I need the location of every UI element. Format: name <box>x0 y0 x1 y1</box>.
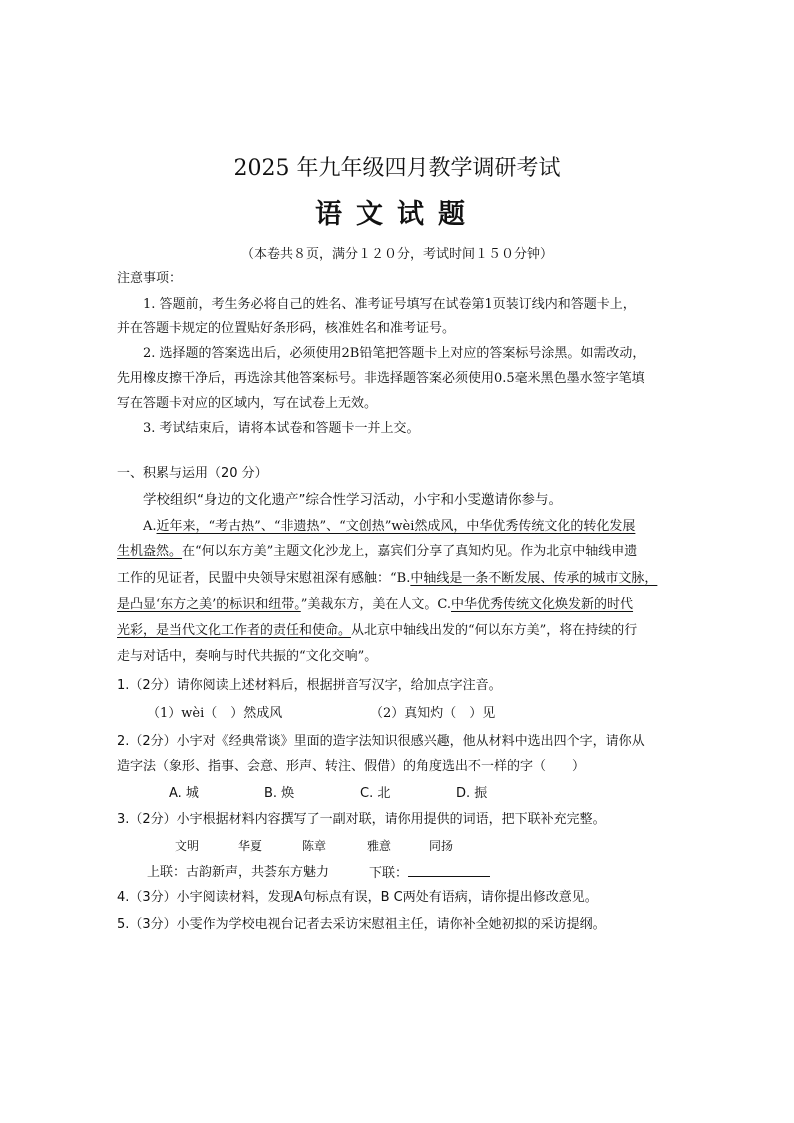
notice-line-4: 先用橡皮擦干净后，再选涂其他答案标号。非选择题答案必须使用0.5毫米黑色墨水签字笔填 <box>117 371 645 386</box>
q3-word-2: 华夏 <box>238 839 263 853</box>
q3-word-4: 雅意 <box>367 839 392 853</box>
couplet-upper: 上联：古韵新声，共荟东方魅力 <box>147 865 330 880</box>
notice-line-5: 写在答题卡对应的区域内，写在试卷上无效。 <box>117 396 378 411</box>
question-2-line-2: 造字法（象形、指事、会意、形声、转注、假借）的角度选出不一样的字（ ） <box>117 759 586 774</box>
passage-text-4: ”美裁东方，美在人文。C. <box>300 597 452 612</box>
q3-word-1: 文明 <box>175 839 200 853</box>
option-c: C. 北 <box>360 786 391 801</box>
passage-line-1 <box>143 518 635 536</box>
couplet-lower-label: 下联： <box>369 866 409 881</box>
option-a: A. 城 <box>169 786 199 801</box>
notice-line-6: 3. 考试结束后，请将本试卷和答题卡一并上交。 <box>143 421 420 436</box>
passage-line-3 <box>117 570 657 588</box>
question-1-item-2: （2）真知灼（ ）见 <box>370 706 496 721</box>
notice-line-3: 2. 选择题的答案选出后，必须使用2B铅笔把答题卡上对应的答案标号涂黑。如需改动， <box>143 346 646 361</box>
sentence-a: 近年来，“考古热”、“非遗热”、“文创热”wèi然成风，中华优秀传统文化的转化发展 <box>156 519 636 534</box>
exam-info: （本卷共８页，满分１２０分，考试时间１５０分钟） <box>240 247 553 262</box>
question-1-item-1: （1）wèi（ ）然成风 <box>147 706 283 721</box>
notice-heading: 注意事项： <box>117 271 183 286</box>
option-b: B. 焕 <box>264 786 295 801</box>
passage-line-4 <box>117 596 633 614</box>
sentence-a-end: 生机盎然。 <box>117 544 183 559</box>
passage-text-3: 工作的见证者，民盟中央领导宋慰祖深有感触：“B. <box>117 571 411 586</box>
question-4: 4.（3分）小宇阅读材料，发现A句标点有误，B C两处有语病，请你提出修改意见。 <box>117 890 598 905</box>
couplet-lower <box>369 864 490 883</box>
q3-word-3: 陈章 <box>302 839 327 853</box>
section-heading: 一、积累与运用（20 分） <box>117 466 268 481</box>
sentence-c-end: 光彩，是当代文化工作者的责任和使命。 <box>117 623 352 638</box>
passage-text-2: 在“何以东方美”主题文化沙龙上，嘉宾们分享了真知灼见。作为北京中轴线申遗 <box>182 544 638 559</box>
exam-title: 2025 年九年级四月教学调研考试 <box>233 156 561 181</box>
passage-line-2 <box>117 543 637 561</box>
section-intro: 学校组织“身边的文化遗产”综合性学习活动，小宇和小雯邀请你参与。 <box>143 492 562 508</box>
answer-blank <box>408 864 490 877</box>
question-3: 3.（2分）小宇根据材料内容撰写了一副对联，请你用提供的词语，把下联补充完整。 <box>117 812 606 827</box>
sentence-b-end: 是凸显‘东方之美’的标识和纽带。 <box>117 597 301 612</box>
passage-line-5 <box>117 622 637 640</box>
option-d: D. 振 <box>456 786 488 801</box>
q3-word-5: 同扬 <box>429 839 454 853</box>
notice-line-1: 1. 答题前，考生务必将自己的姓名、准考证号填写在试卷第1页装订线内和答题卡上， <box>143 297 636 312</box>
question-2-line-1: 2.（2分）小宇对《经典常谈》里面的造字法知识很感兴趣，他从材料中选出四个字，请你从 <box>117 734 645 749</box>
notice-line-2: 并在答题卡规定的位置贴好条形码，核准姓名和准考证号。 <box>117 321 456 336</box>
question-1: 1.（2分）请你阅读上述材料后，根据拼音写汉字，给加点字注音。 <box>117 678 502 693</box>
question-5: 5.（3分）小雯作为学校电视台记者去采访宋慰祖主任，请你补全她初拟的采访提纲。 <box>117 917 606 932</box>
passage-text-5: 从北京中轴线出发的“何以东方美”，将在持续的行 <box>351 623 638 638</box>
sentence-b: 中轴线是一条不断发展、传承的城市文脉， <box>410 571 658 586</box>
subject-title: 语文试题 <box>315 199 479 230</box>
sentence-c: 中华优秀传统文化焕发新的时代 <box>451 597 634 612</box>
passage-line-6: 走与对话中，奏响与时代共振的“文化交响”。 <box>117 649 378 664</box>
sentence-a-label: A. <box>143 519 157 534</box>
